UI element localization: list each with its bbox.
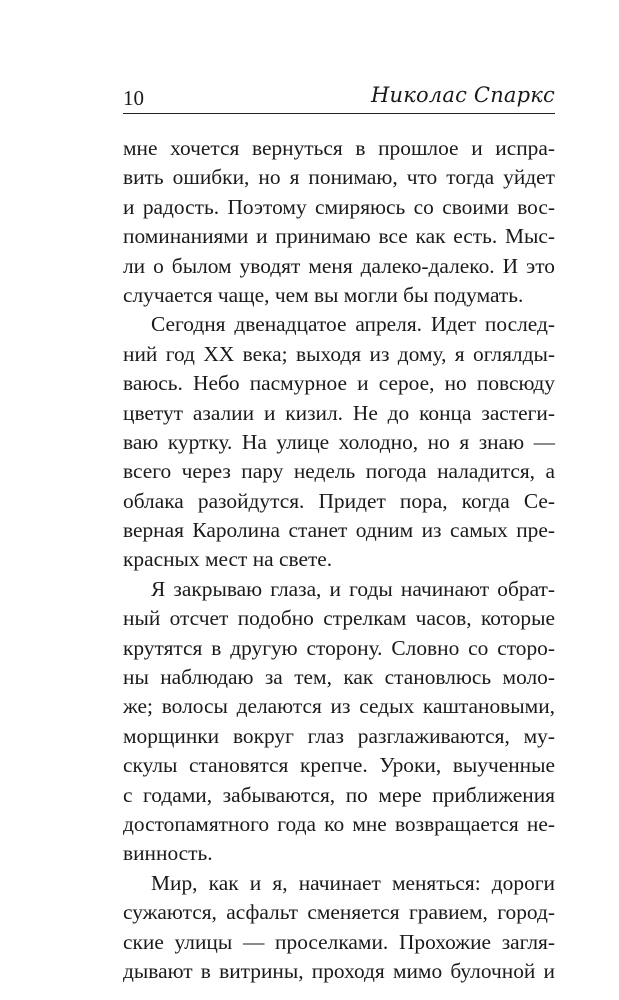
text-line: ваю куртку. На улице холодно, но я знаю — (123, 429, 555, 454)
page-header (123, 82, 555, 112)
text-line: ный отсчет подобно стрелкам часов, которые (123, 606, 555, 631)
running-head-author: Николас Спаркс (370, 83, 555, 107)
text-line: сужаются, асфальт сменяется гравием, город- (123, 900, 555, 925)
text-line: вить ошибки, но я понимаю, что тогда уйдет (123, 165, 555, 190)
text-line: ваюсь. Небо пасмурное и серое, но повсюду (123, 371, 555, 396)
text-line: крутятся в другую сторону. Словно со сторо- (123, 635, 555, 660)
text-line: и радость. Поэтому смиряюсь со своими вос- (123, 194, 555, 219)
text-line: Сегодня двенадцатое апреля. Идет послед- (151, 312, 555, 337)
text-line: ли о былом уводят меня далеко-далеко. И это (123, 253, 555, 278)
text-line: красных мест на свете. (123, 547, 333, 572)
header-rule (123, 113, 555, 114)
text-line: дывают в витрины, проходя мимо булочной и (123, 958, 555, 983)
text-line: с годами, забываются, по мере приближения (123, 782, 555, 807)
page-number: 10 (123, 86, 144, 110)
text-line: морщинки вокруг глаз разглаживаются, му- (123, 723, 555, 748)
text-line: цветут азалии и кизил. Не до конца застеги- (123, 400, 555, 425)
text-line: винность. (123, 841, 213, 866)
text-line: ские улицы — проселками. Прохожие загля- (123, 929, 555, 954)
text-line: Мир, как и я, начинает меняться: дороги (151, 870, 555, 895)
text-line: достопамятного года ко мне возвращается не- (123, 811, 555, 836)
text-line: случается чаще, чем вы могли бы подумать. (123, 282, 524, 307)
text-line: верная Каролина станет одним из самых пре- (123, 518, 555, 543)
text-line: ны наблюдаю за тем, как становлюсь моло- (123, 665, 555, 690)
text-line: всего через пару недель погода наладится, а (123, 459, 555, 484)
text-line: скулы становятся крепче. Уроки, выученные (123, 753, 555, 778)
body-text (123, 134, 555, 986)
text-line: поминаниями и принимаю все как есть. Мыс- (123, 224, 555, 249)
text-line: ний год XX века; выходя из дому, я оглялды- (123, 341, 555, 366)
text-line: мне хочется вернуться в прошлое и испра- (123, 136, 555, 160)
text-line: же; волосы делаются из седых каштановыми, (123, 694, 555, 719)
text-line: Я закрываю глаза, и годы начинают обрат- (151, 576, 555, 601)
text-line: облака разойдутся. Придет пора, когда Се- (123, 488, 555, 513)
